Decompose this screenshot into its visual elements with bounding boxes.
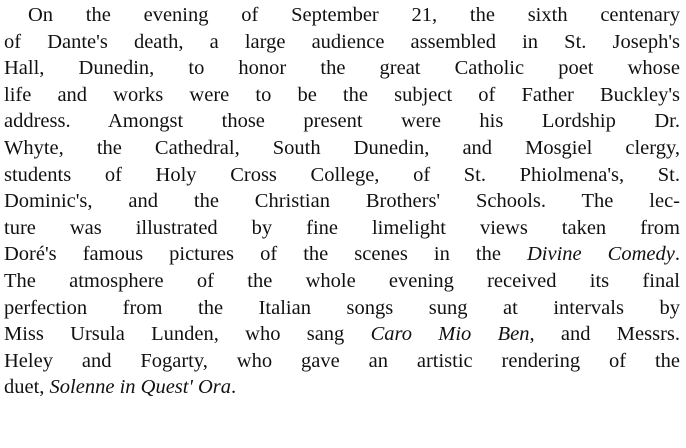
italic-title: Solenne in Quest' Ora: [49, 376, 232, 399]
text-line-8: [4, 188, 680, 215]
text-segment: Heley and Fogarty, who gave an artistic rendering of the: [4, 349, 680, 372]
text-segment: Doré's famous pictures of the scenes in the: [4, 243, 527, 266]
article-paragraph: [4, 2, 680, 401]
text-segment: Dominic's, and the Christian Brothers' Schools. The lec-: [4, 190, 680, 213]
italic-title: Caro Mio Ben: [370, 323, 530, 346]
text-segment: ture was illustrated by fine limelight views taken from: [4, 216, 680, 239]
text-line-3: [4, 55, 680, 82]
text-segment: address. Amongst those present were his Lordship Dr.: [4, 110, 680, 133]
text-line-9: [4, 215, 680, 242]
text-segment: Hall, Dunedin, to honor the great Catholic poet whose: [4, 57, 680, 80]
text-line-15: [4, 374, 680, 401]
text-segment: duet,: [4, 376, 50, 399]
text-line-7: [4, 162, 680, 189]
text-line-1: [4, 2, 680, 29]
text-segment: students of Holy Cross College, of St. Phiolmena's, St.: [4, 163, 680, 186]
text-segment: The atmosphere of the whole evening received its final: [4, 269, 680, 292]
text-line-14: [4, 348, 680, 375]
text-line-2: [4, 29, 680, 56]
text-segment: of Dante's death, a large audience assembled in St. Joseph's: [4, 30, 680, 53]
text-segment: Miss Ursula Lunden, who sang: [4, 323, 371, 346]
text-segment: .: [231, 376, 237, 399]
text-line-10: [4, 241, 680, 268]
text-line-11: [4, 268, 680, 295]
text-line-12: [4, 295, 680, 322]
text-segment: perfection from the Italian songs sung at intervals by: [4, 296, 680, 319]
text-segment: life and works were to be the subject of Father Buckley's: [4, 83, 680, 106]
text-segment: , and Messrs.: [529, 323, 680, 346]
text-segment: On the evening of September 21, the sixth centenary: [28, 4, 680, 26]
text-line-4: [4, 82, 680, 109]
text-segment: Whyte, the Cathedral, South Dunedin, and Mosgiel clergy,: [4, 136, 680, 159]
text-segment: .: [674, 243, 680, 266]
text-line-5: [4, 108, 680, 135]
text-line-6: [4, 135, 680, 162]
italic-title: Divine Comedy: [526, 243, 675, 266]
text-line-13: [4, 321, 680, 348]
